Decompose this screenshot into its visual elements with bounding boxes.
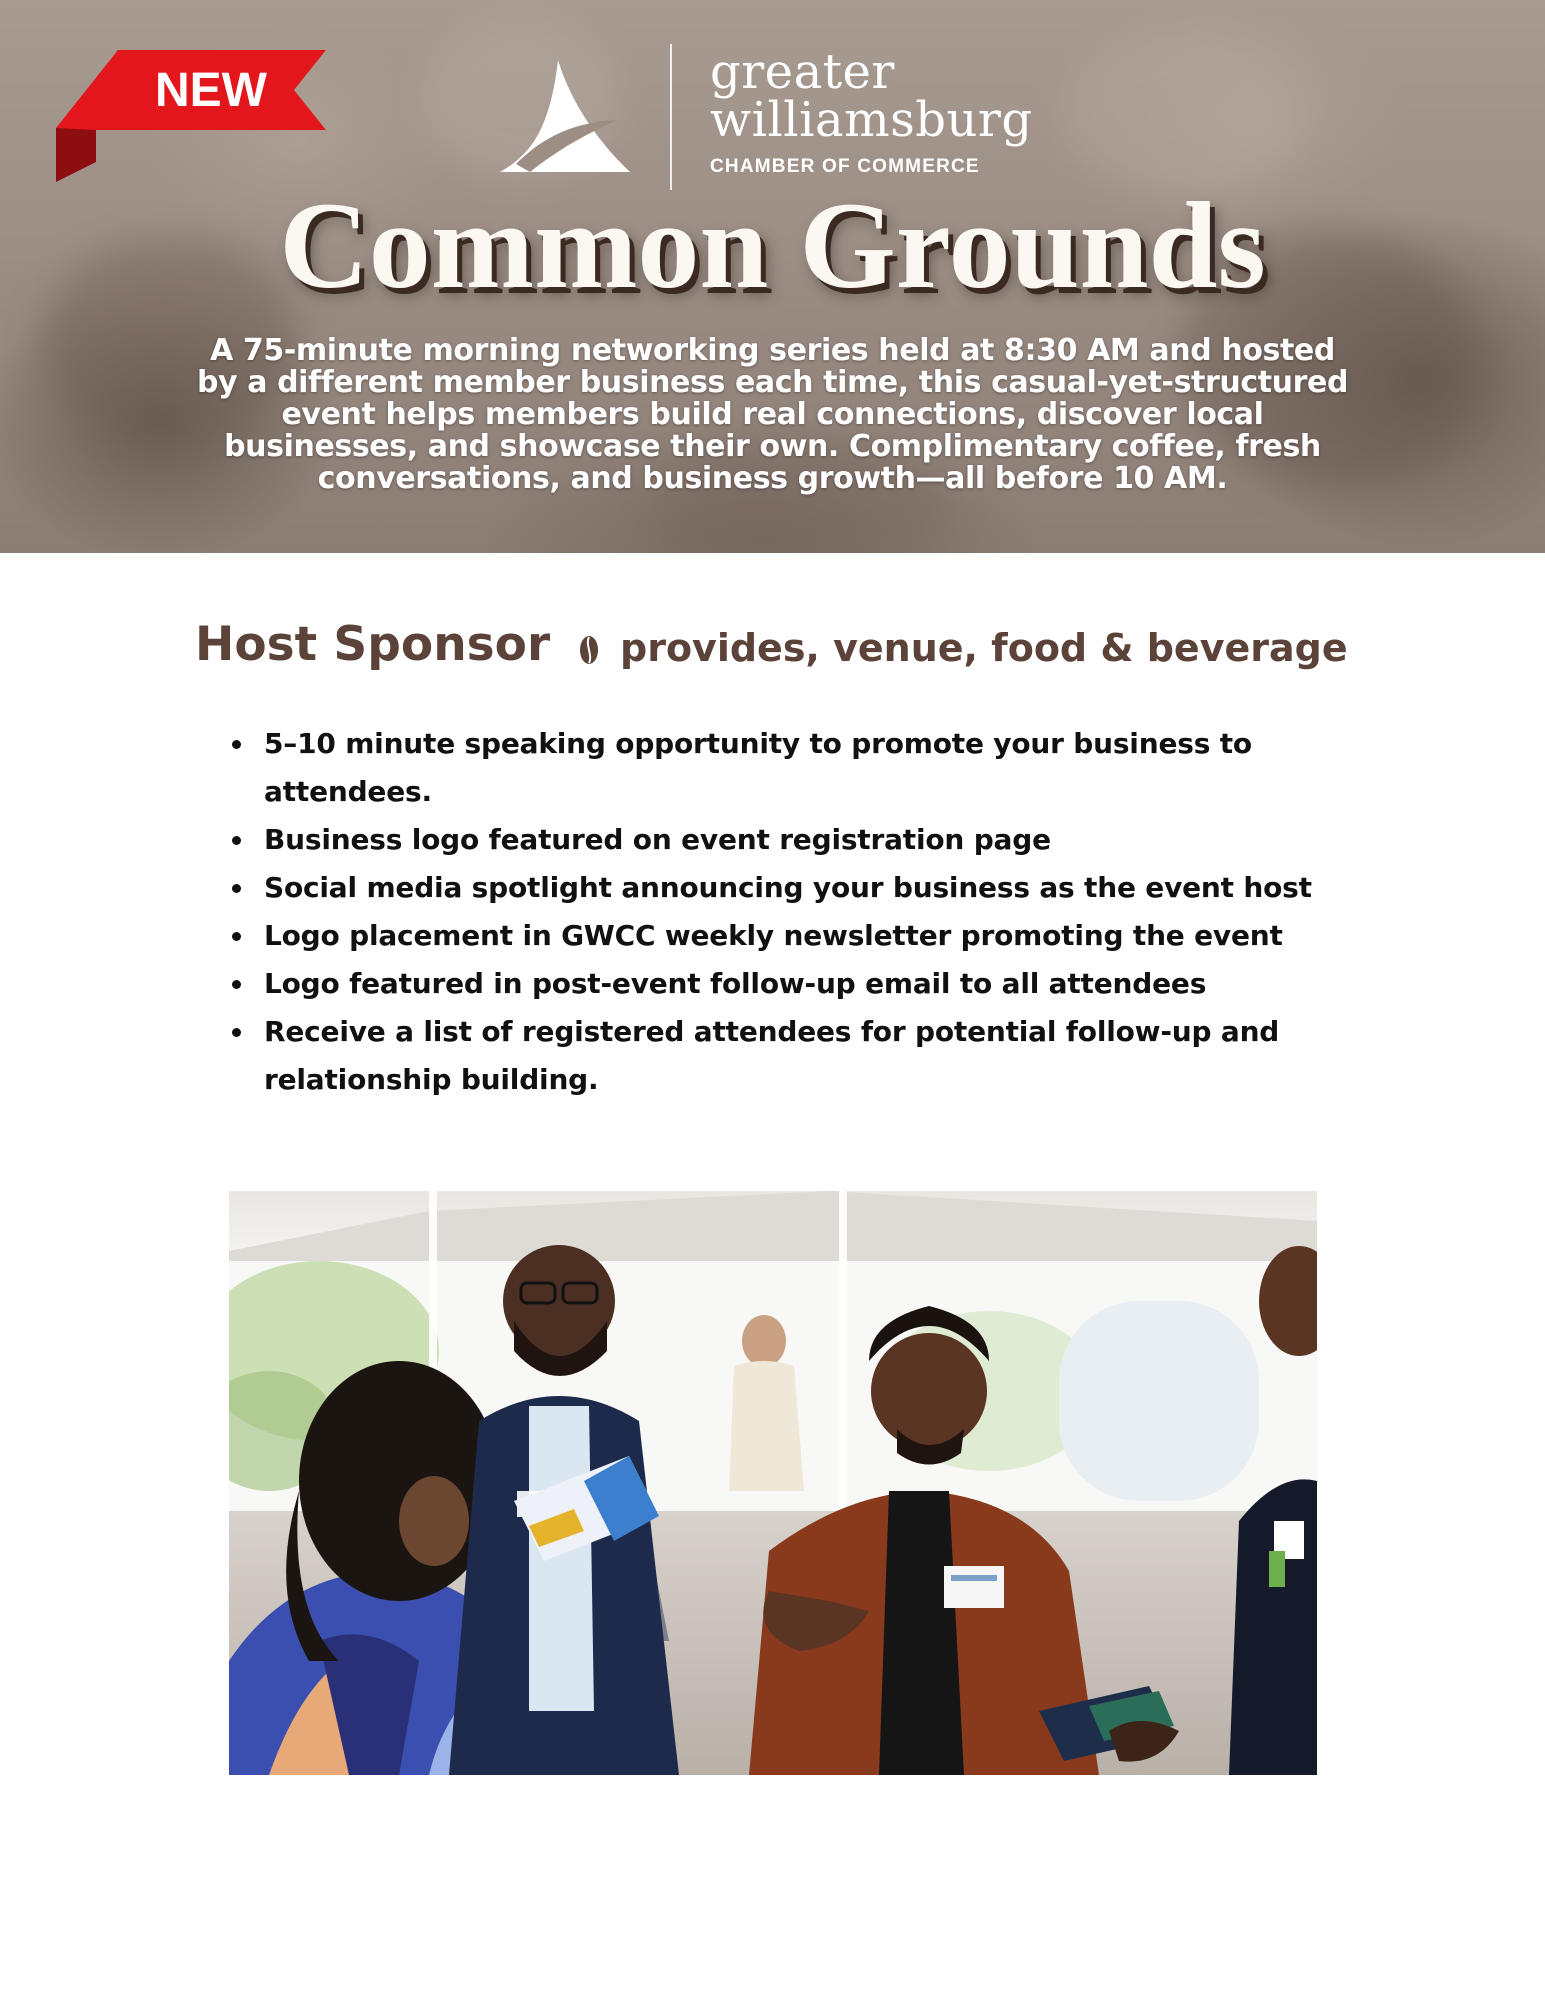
benefit-item: Logo placement in GWCC weekly newsletter promoting the event	[232, 912, 1352, 960]
event-description: A 75-minute morning networking series held at 8:30 AM and hosted by a different member business each time, this casual-yet-structured event helps members build real connections, discover local businesses, and showcase their own. Complimentary coffee, fresh conversations, and business growth—all before 10 AM.	[196, 333, 1349, 496]
bullet-icon	[232, 1028, 241, 1037]
hero-banner	[0, 0, 1545, 553]
coffee-bean-icon	[579, 635, 599, 665]
benefit-item: Receive a list of registered attendees for potential follow-up and relationship building.	[232, 1008, 1352, 1104]
event-photo	[229, 1191, 1317, 1775]
benefit-item: 5–10 minute speaking opportunity to promote your business to attendees.	[232, 720, 1352, 816]
benefit-item: Business logo featured on event registration page	[232, 816, 1352, 864]
logo-wordmark	[710, 44, 1033, 178]
bullet-icon	[232, 740, 241, 749]
triangle-logo-icon	[500, 60, 630, 172]
bullet-icon	[232, 884, 241, 893]
sponsor-title: Host Sponsor	[195, 617, 551, 672]
chamber-logo	[500, 44, 1040, 194]
bullet-icon	[232, 836, 241, 845]
sponsor-heading	[195, 612, 1395, 682]
logo-line-1: greater	[710, 44, 895, 100]
benefits-list	[232, 720, 1352, 1104]
bullet-icon	[232, 980, 241, 989]
benefit-item: Logo featured in post-event follow-up email to all attendees	[232, 960, 1352, 1008]
logo-line-2: williamsburg	[710, 92, 1033, 148]
sponsor-description: provides, venue, food & beverage	[620, 626, 1348, 670]
logo-divider	[670, 44, 672, 190]
page-title: Common Grounds	[279, 177, 1266, 314]
logo-subtitle: CHAMBER OF COMMERCE	[710, 156, 980, 177]
benefit-item: Social media spotlight announcing your business as the event host	[232, 864, 1352, 912]
new-ribbon	[56, 50, 326, 182]
new-ribbon-label: NEW	[155, 64, 267, 117]
bullet-icon	[232, 932, 241, 941]
